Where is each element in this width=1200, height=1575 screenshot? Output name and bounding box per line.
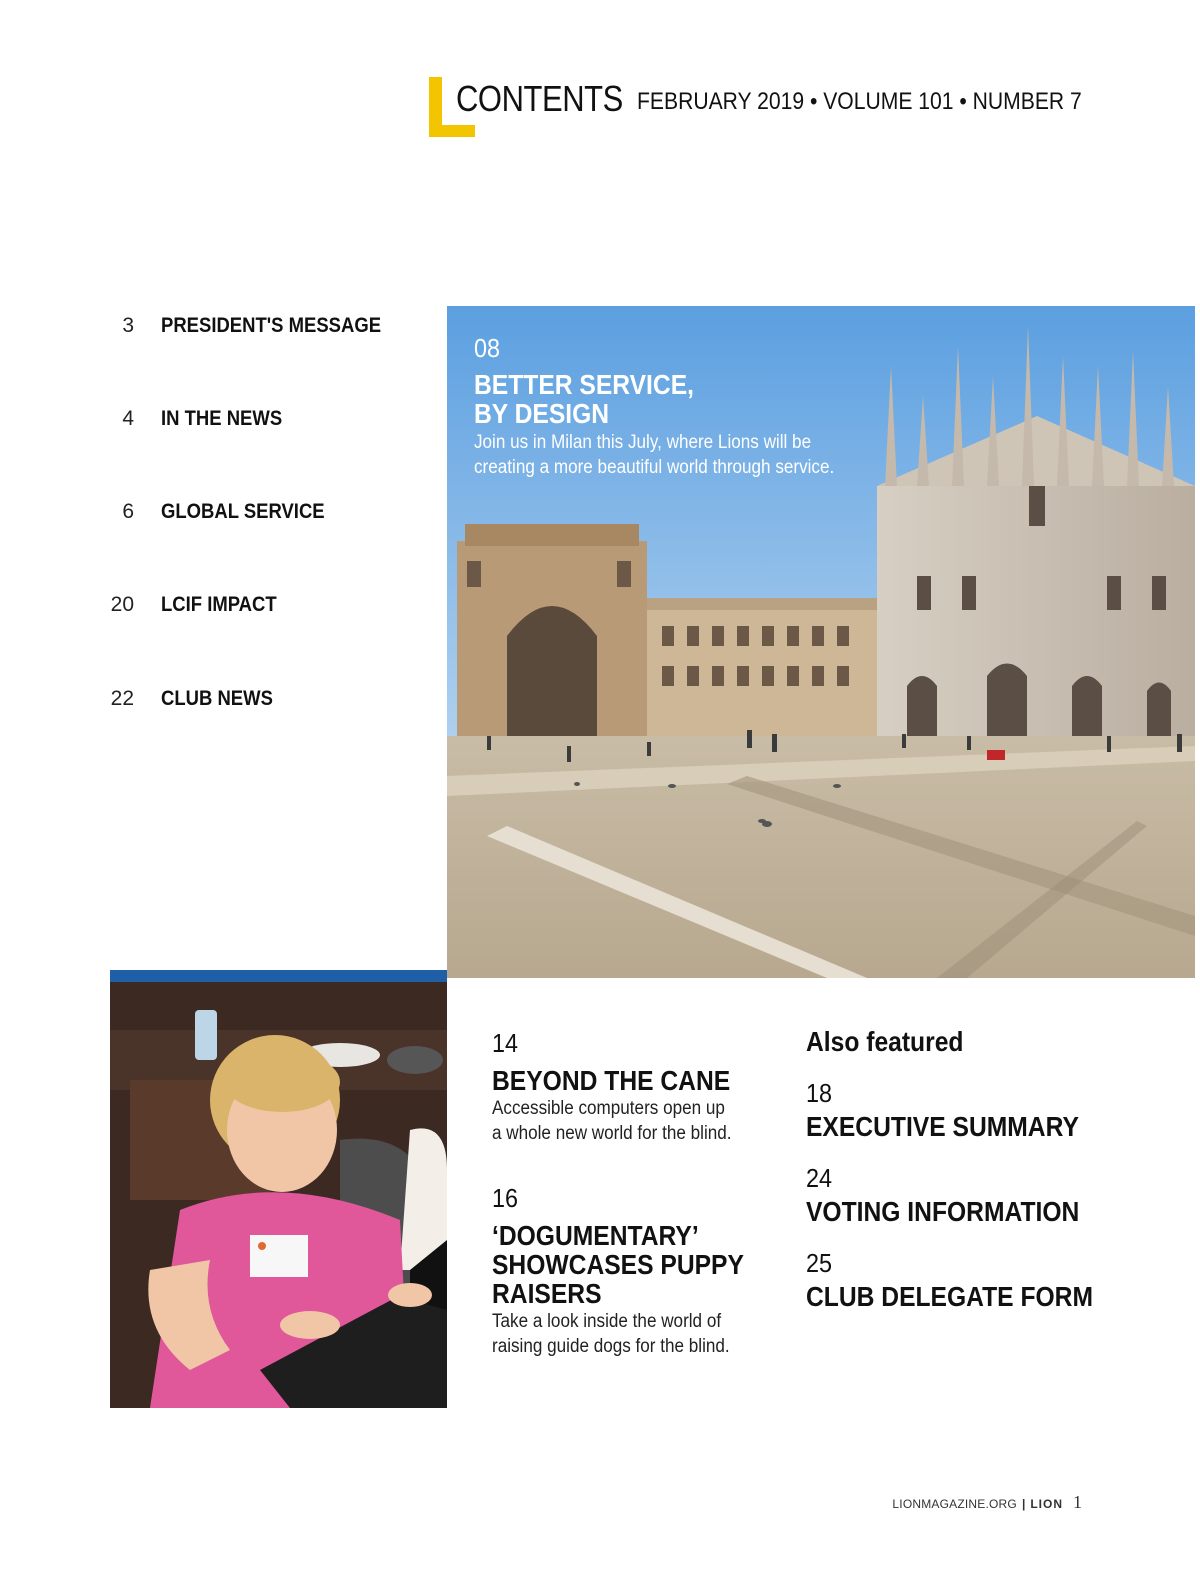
feature-description	[492, 1309, 730, 1359]
feature-title-line: RAISERS	[492, 1278, 602, 1309]
dept-label: CLUB NEWS	[161, 687, 273, 710]
cover-feature-title-line: BETTER SERVICE,	[474, 369, 694, 400]
footer-magazine-name: LION	[1030, 1497, 1063, 1511]
also-featured-executive-summary[interactable]: EXECUTIVE SUMMARY	[806, 1111, 1079, 1142]
feature-page-number: 14	[492, 1028, 519, 1058]
cover-feature-desc-line: creating a more beautiful world through service.	[474, 457, 835, 478]
cover-feature-title-line: BY DESIGN	[474, 398, 610, 429]
dept-item-global-service[interactable]	[100, 498, 420, 528]
footer-page-number: 1	[1073, 1492, 1082, 1512]
cover-feature-description	[474, 430, 834, 480]
page-footer	[892, 1492, 1082, 1513]
feature-title-line: BEYOND THE CANE	[492, 1065, 731, 1096]
feature-desc-line: Accessible computers open up	[492, 1098, 725, 1119]
dept-label: GLOBAL SERVICE	[161, 500, 325, 523]
dept-item-club-news[interactable]	[100, 685, 420, 715]
dept-label: IN THE NEWS	[161, 407, 283, 430]
feature-title-line: SHOWCASES PUPPY	[492, 1249, 744, 1280]
issue-info: FEBRUARY 2019 • VOLUME 101 • NUMBER 7	[637, 88, 1082, 115]
dept-item-lcif-impact[interactable]	[100, 591, 420, 621]
dept-item-in-the-news[interactable]	[100, 405, 420, 435]
feature-desc-line: Take a look inside the world of	[492, 1311, 722, 1332]
cover-feature-title[interactable]	[474, 370, 694, 428]
also-featured-club-delegate-form[interactable]: CLUB DELEGATE FORM	[806, 1281, 1094, 1312]
footer-website-link[interactable]: LIONMAGAZINE.ORG	[892, 1497, 1017, 1511]
also-featured-page-number: 25	[806, 1248, 833, 1278]
also-featured-page-number: 18	[806, 1078, 833, 1108]
feature-desc-line: raising guide dogs for the blind.	[492, 1336, 730, 1357]
page-title: CONTENTS	[456, 78, 623, 119]
feature-desc-line: a whole new world for the blind.	[492, 1123, 732, 1144]
also-featured-page-number: 24	[806, 1163, 833, 1193]
feature-page-number: 16	[492, 1183, 519, 1213]
cover-feature-page-number: 08	[474, 333, 501, 363]
feature-title-dogumentary[interactable]	[492, 1221, 744, 1308]
dept-item-presidents-message[interactable]	[100, 312, 420, 342]
footer-separator: |	[1021, 1497, 1026, 1511]
dept-page-number: 4	[122, 407, 134, 430]
feature-title-line: ‘DOGUMENTARY’	[492, 1220, 699, 1251]
dept-page-number: 20	[110, 593, 134, 616]
dept-page-number: 6	[122, 500, 134, 523]
feature-description	[492, 1096, 732, 1146]
also-featured-heading: Also featured	[806, 1026, 964, 1057]
dept-page-number: 3	[122, 314, 134, 337]
cover-feature-desc-line: Join us in Milan this July, where Lions will be	[474, 432, 812, 453]
also-featured-voting-information[interactable]: VOTING INFORMATION	[806, 1196, 1080, 1227]
dept-page-number: 22	[110, 687, 134, 710]
dept-label: LCIF IMPACT	[161, 593, 277, 616]
girl-at-laptop-photo[interactable]	[110, 970, 447, 1408]
dept-label: PRESIDENT'S MESSAGE	[161, 314, 382, 337]
feature-title-beyond-the-cane[interactable]	[492, 1066, 730, 1095]
